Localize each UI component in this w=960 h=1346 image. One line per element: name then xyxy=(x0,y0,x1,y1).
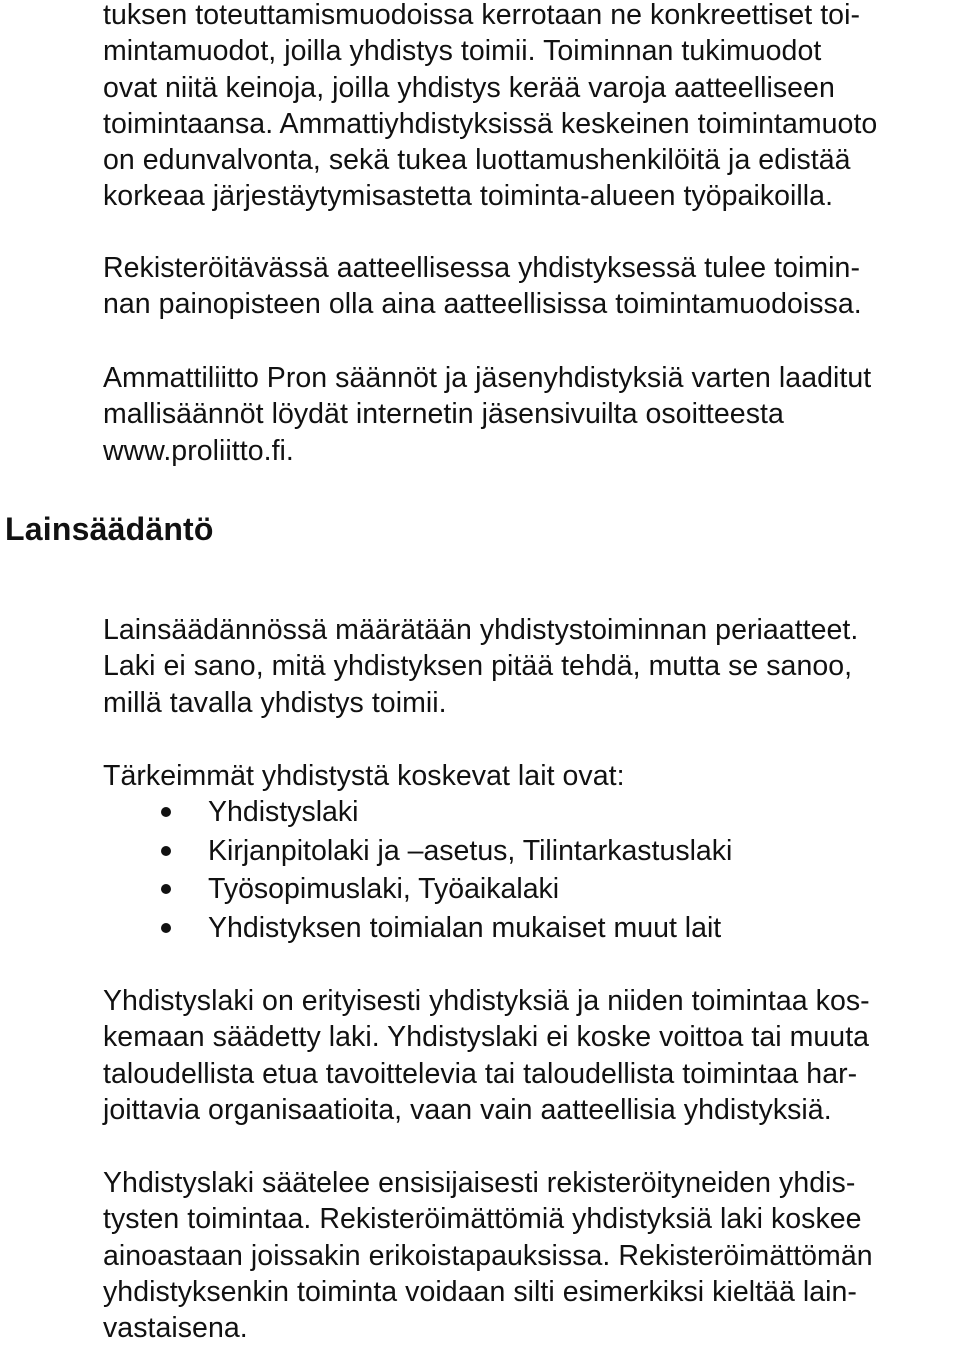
list-item xyxy=(103,870,958,909)
paragraph-registered-association xyxy=(103,250,958,323)
text-line: tuksen toteuttamismuodoissa kerrotaan ne konkreettiset toi- xyxy=(103,0,861,31)
text-line: kemaan säädetty laki. Yhdistyslaki ei koske voittoa tai muuta xyxy=(103,1021,870,1054)
paragraph-forms-of-activity xyxy=(103,0,958,215)
text-line: mintamuodot, joilla yhdistys toimii. Toiminnan tukimuodot xyxy=(103,35,822,68)
paragraph-list-intro xyxy=(103,758,958,794)
paragraph-model-rules xyxy=(103,360,958,469)
text-line: nan painopisteen olla aina aatteellisissa toimintamuodoissa. xyxy=(103,288,862,321)
list-item xyxy=(103,832,958,871)
text-line: Rekisteröitävässä aatteellisessa yhdistyksessä tulee toimin- xyxy=(103,252,860,284)
text-line: toimintaansa. Ammattiyhdistyksissä keskeinen toimintamuoto xyxy=(103,107,878,140)
list-item xyxy=(103,793,958,832)
text-line: Lainsäädännössä määrätään yhdistystoiminnan periaatteet. xyxy=(103,614,859,646)
paragraph-legislation-principles xyxy=(103,612,958,721)
list-item-label: Yhdistyksen toimialan mukaiset muut lait xyxy=(208,911,722,944)
text-line: tysten toimintaa. Rekisteröimättömiä yhdistyksiä laki koskee xyxy=(103,1203,862,1236)
paragraph-associations-act xyxy=(103,983,958,1128)
bullet-icon xyxy=(161,807,171,817)
website-link[interactable]: www.proliitto.fi. xyxy=(103,434,294,467)
text-line: millä tavalla yhdistys toimii. xyxy=(103,686,447,719)
text-line: ainoastaan joissakin erikoistapauksissa. Rekisteröimättömän xyxy=(103,1239,873,1272)
text-line: ovat niitä keinoja, joilla yhdistys kerää varoja aatteelliseen xyxy=(103,71,835,104)
text-line: joittavia organisaatioita, vaan vain aatteellisia yhdistyksiä. xyxy=(103,1093,832,1126)
text-line: mallisäännöt löydät internetin jäsensivuilta osoitteesta xyxy=(103,398,784,431)
law-list xyxy=(103,793,958,947)
text-line: Yhdistyslaki on erityisesti yhdistyksiä ja niiden toimintaa kos- xyxy=(103,985,870,1017)
text-line: vastaisena. xyxy=(103,1312,248,1345)
section-heading: Lainsäädäntö xyxy=(5,511,214,547)
text-line: Yhdistyslaki säätelee ensisijaisesti rekisteröityneiden yhdis- xyxy=(103,1167,856,1199)
text-line: korkeaa järjestäytymisastetta toiminta-alueen työpaikoilla. xyxy=(103,180,834,213)
text-line: Ammattiliitto Pron säännöt ja jäsenyhdistyksiä varten laaditut xyxy=(103,362,872,394)
text-line: on edunvalvonta, sekä tukea luottamushenkilöitä ja edistää xyxy=(103,144,851,177)
bullet-icon xyxy=(161,884,171,894)
text-line: Laki ei sano, mitä yhdistyksen pitää tehdä, mutta se sanoo, xyxy=(103,650,853,683)
list-item-label: Yhdistyslaki xyxy=(208,796,359,828)
text-line: Tärkeimmät yhdistystä koskevat lait ovat: xyxy=(103,760,625,792)
paragraph-registered-associations xyxy=(103,1165,958,1346)
list-item xyxy=(103,909,958,948)
text-line: yhdistyksenkin toiminta voidaan silti esimerkiksi kieltää lain- xyxy=(103,1275,857,1308)
text-line: taloudellista etua tavoittelevia tai taloudellista toimintaa har- xyxy=(103,1057,858,1090)
list-item-label: Kirjanpitolaki ja –asetus, Tilintarkastuslaki xyxy=(208,834,733,867)
bullet-icon xyxy=(161,846,171,856)
list-item-label: Työsopimuslaki, Työaikalaki xyxy=(208,873,560,905)
bullet-icon xyxy=(161,923,171,933)
